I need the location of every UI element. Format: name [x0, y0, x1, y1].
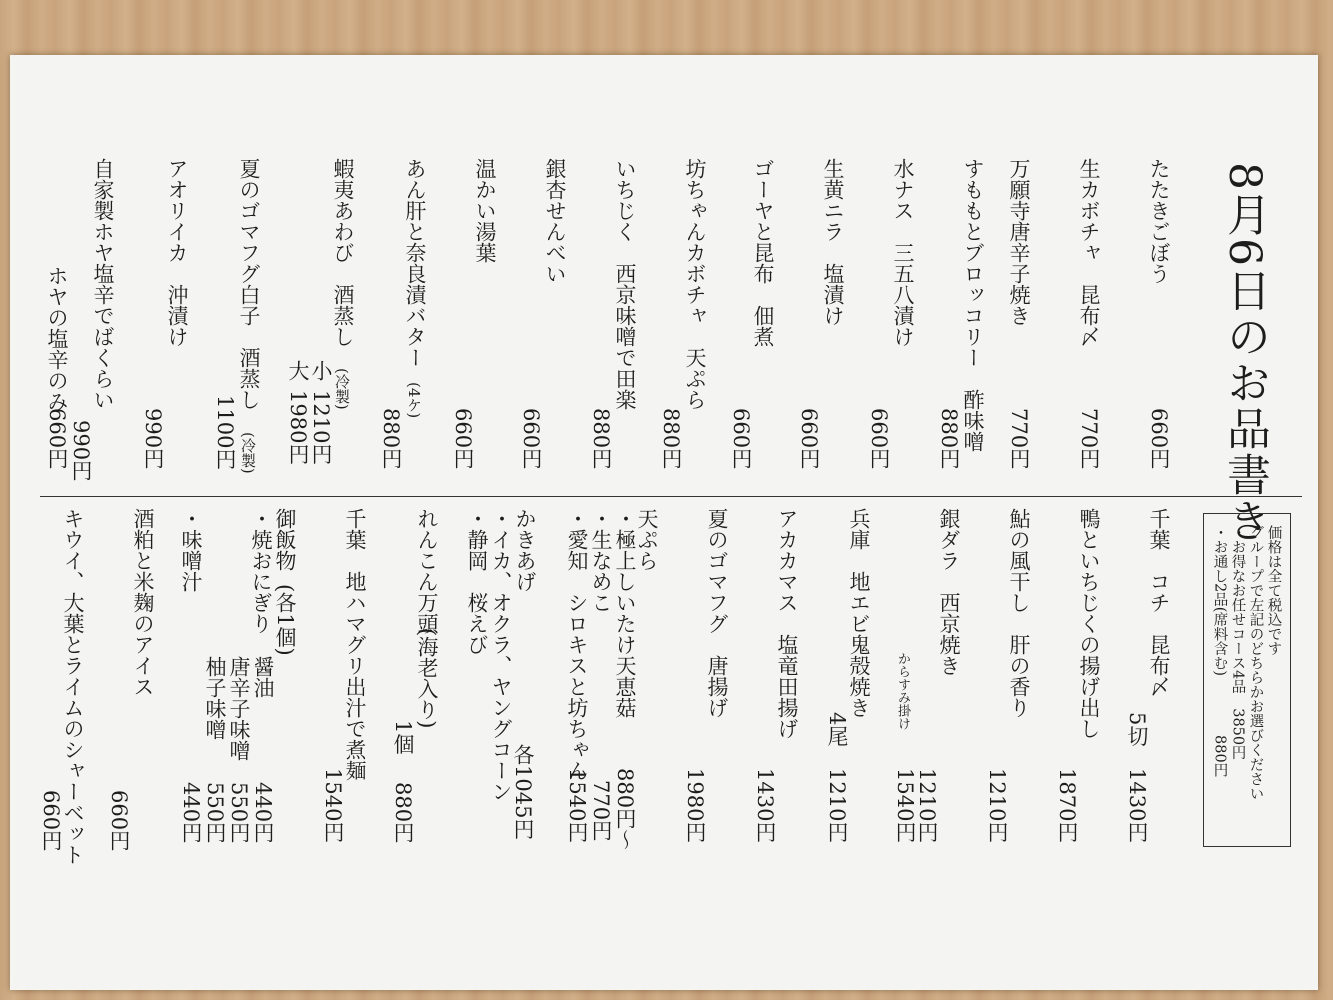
- item-price: 1540円: [321, 768, 345, 843]
- notice-line: ・お得なお任せコース4品 3850円: [1229, 525, 1246, 760]
- item-price: 880円: [589, 408, 613, 470]
- notice-line: ・お通し2品(席料含む): [1211, 525, 1228, 677]
- item-price: 660円: [797, 408, 821, 470]
- item-price: 1210円: [825, 768, 849, 843]
- item-name: アカカマス 塩竜田揚げ: [775, 508, 799, 739]
- item-name: 夏のゴマフグ 唐揚げ: [705, 508, 729, 718]
- section-divider: [40, 496, 1302, 497]
- item-price: 660円: [39, 790, 63, 852]
- item-name: いちじく 西京味噌で田楽: [613, 158, 637, 410]
- sub-item-name: ・静岡 桜えび: [465, 508, 489, 655]
- item-name: 蝦夷あわび 酒蒸し: [331, 158, 355, 347]
- item-name: ・味噌汁: [179, 508, 203, 592]
- option-price: 440円: [251, 782, 275, 844]
- item-price: 1210円: [985, 768, 1009, 843]
- item-name: すももとブロッコリー 酢味噌: [961, 158, 985, 452]
- sub-item-price: 1540円: [565, 768, 589, 843]
- item-note: (4ケ): [405, 382, 423, 419]
- item-note: (冷製): [333, 368, 351, 410]
- item-name: 万願寺唐辛子焼き: [1007, 158, 1031, 326]
- item-price: 660円: [107, 790, 131, 852]
- item-name: 生黄ニラ 塩漬け: [821, 158, 845, 326]
- item-name: 生カボチャ 昆布〆: [1077, 158, 1101, 347]
- item-name: 御飯物: [273, 508, 297, 571]
- item-name: キウイ、大葉とライムのシャーベット: [61, 508, 85, 865]
- item-price: 660円: [1147, 408, 1171, 470]
- item-note: 各1045円: [511, 744, 535, 840]
- item-price: 770円: [1007, 408, 1031, 470]
- item-name: たたきごぼう: [1147, 158, 1171, 284]
- item-name: アオリイカ 沖漬け: [165, 158, 189, 347]
- item-name: 鴨といちじくの揚げ出し: [1077, 508, 1101, 739]
- option-label: 醤油: [251, 656, 275, 698]
- menu-sheet: [10, 55, 1318, 990]
- item-price: 1210円: [915, 768, 939, 843]
- sub-item-name: ・生なめこ: [589, 508, 613, 613]
- item-price: 1100円: [213, 395, 237, 470]
- item-note: 5切: [1125, 712, 1149, 747]
- item-price: 660円: [519, 408, 543, 470]
- item-price-small: 1210円: [309, 390, 333, 465]
- item-price: 990円: [141, 408, 165, 470]
- item-note: 4尾: [825, 712, 849, 747]
- size-large: 大: [286, 360, 310, 381]
- item-note: からすみ掛け: [895, 652, 910, 730]
- item-name: れんこん万頭: [415, 508, 439, 634]
- item-price: 1430円: [753, 768, 777, 843]
- item-price: 660円: [451, 408, 475, 470]
- item-price: 880円: [659, 408, 683, 470]
- item-sub-name: ホヤの塩辛のみ: [45, 265, 69, 412]
- item-name: ゴーヤと昆布 佃煮: [751, 158, 775, 347]
- item-name: 兵庫 地エビ鬼殻焼き: [847, 508, 871, 718]
- notice-price: 880円: [1211, 735, 1228, 778]
- sub-item-name: ・愛知 シロキスと坊ちゃん: [565, 508, 589, 781]
- item-price: 660円: [867, 408, 891, 470]
- sub-item-price: 880円〜: [613, 768, 637, 851]
- item-name: 銀ダラ 西京焼き: [937, 508, 961, 676]
- item-note-2: 1個: [391, 720, 415, 755]
- item-name: 夏のゴマフグ白子 酒蒸し: [237, 158, 261, 410]
- size-small: 小: [309, 360, 333, 381]
- item-price: 770円: [1077, 408, 1101, 470]
- item-price: 990円: [69, 420, 93, 482]
- item-name: 酒粕と米麹のアイス: [131, 508, 155, 697]
- item-price: 880円: [937, 408, 961, 470]
- sub-item-name: ・極上しいたけ天恵菇: [613, 508, 637, 718]
- item-price: 1540円: [893, 768, 917, 843]
- notice-line: グループで左記のどちらかお選びください: [1247, 525, 1264, 801]
- option-label: 唐辛子味噌: [227, 656, 251, 761]
- item-name: 水ナス 三五八漬け: [891, 158, 915, 347]
- item-name: 銀杏せんべい: [543, 158, 567, 284]
- option-price: 550円: [203, 782, 227, 844]
- item-name: かきあげ: [513, 508, 537, 592]
- item-price: 880円: [379, 408, 403, 470]
- item-note: (海老入り): [415, 628, 439, 729]
- sub-item-name: ・イカ、オクラ、ヤングコーン: [489, 508, 513, 802]
- sub-item-price: 770円: [589, 780, 613, 842]
- item-name: 千葉 地ハマグリ出汁で煮麺: [343, 508, 367, 781]
- item-price: 1870円: [1055, 768, 1079, 843]
- item-name: 天ぷら: [635, 508, 659, 571]
- item-price: 880円: [391, 782, 415, 844]
- item-name: 坊ちゃんカボチャ 天ぷら: [683, 158, 707, 410]
- notice-line: 価格は全て税込です: [1265, 525, 1282, 656]
- item-note: (冷製): [239, 432, 257, 474]
- item-name: 温かい湯葉: [473, 158, 497, 263]
- item-name: 千葉 コチ 昆布〆: [1147, 508, 1171, 697]
- item-price: 660円: [729, 408, 753, 470]
- item-note: (各1個): [273, 584, 297, 656]
- option-label: 柚子味噌: [203, 656, 227, 740]
- item-price: 440円: [179, 782, 203, 844]
- item-price: 1980円: [683, 768, 707, 843]
- item-price-large: 1980円: [286, 390, 310, 465]
- item-name: 自家製ホヤ塩辛でばくらい: [91, 158, 115, 410]
- page-title: 8月6日のお品書き: [1219, 162, 1270, 544]
- option-price: 550円: [227, 782, 251, 844]
- item-sub-price: 660円: [45, 408, 69, 470]
- item-name: あん肝と奈良漬バター: [403, 158, 427, 368]
- item-name: 鮎の風干し 肝の香り: [1007, 508, 1031, 718]
- sub-item-name: ・焼おにぎり: [249, 508, 273, 634]
- item-price: 1430円: [1125, 768, 1149, 843]
